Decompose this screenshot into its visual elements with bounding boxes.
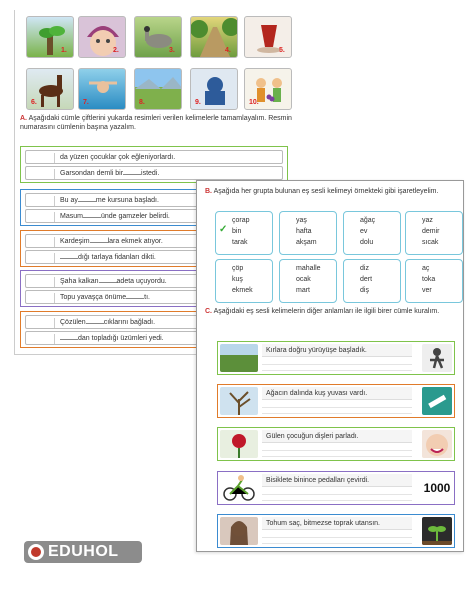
section-a-text: Aşağıdaki cümle çiftlerini yukarda resimleri verilen kelimelerle tamamlayalım. Resmin numarasını cümlenin başına yazalım.: [20, 115, 292, 131]
word: sıcak: [422, 239, 439, 246]
example-sentence: Ağacın dalında kuş yuvası vardı.: [262, 387, 412, 400]
thumb-number: 10.: [249, 99, 259, 106]
writing-lines[interactable]: [262, 402, 412, 414]
word: diz: [360, 265, 369, 272]
blank: [126, 298, 144, 299]
picture-strip: [20, 16, 290, 112]
word: yaş: [296, 217, 307, 224]
word: dolu: [360, 239, 374, 246]
sentence-row-4: [217, 471, 455, 505]
section-b-label: B.: [205, 188, 212, 195]
blank: [83, 217, 101, 218]
thumb-sprout: [26, 16, 74, 58]
image-syringe: [422, 387, 452, 415]
image-tree: [220, 387, 258, 415]
thumb-number: 3.: [169, 47, 175, 54]
thumb-number: 1.: [61, 47, 67, 54]
writing-lines[interactable]: [262, 445, 412, 457]
section-c-text: Aşağıdaki eş sesli kelimelerin diğer anlamları ile ilgili birer cümle kuralım.: [213, 308, 440, 315]
sentence-text: lara ekmek atıyor.: [107, 238, 163, 245]
sentence-row-3: [217, 427, 455, 461]
blank: [123, 174, 141, 175]
thumb-number: 4.: [225, 47, 231, 54]
sentence-text: dığı tarlaya fidanları dikti.: [78, 254, 156, 261]
sentence-text: Bu ay: [60, 197, 78, 204]
word-group-2[interactable]: [279, 211, 337, 255]
check-mark-icon: ✓: [219, 224, 228, 235]
writing-lines[interactable]: [262, 532, 412, 544]
word: ağaç: [360, 217, 376, 224]
word-group-6[interactable]: [279, 259, 337, 303]
word-group-5[interactable]: [215, 259, 273, 303]
sentence-text: Garsondan demli bir: [60, 170, 124, 177]
thumb-number: 8.: [139, 99, 145, 106]
example-sentence: Kırlara doğru yürüyüşe başladık.: [262, 344, 412, 357]
image-rose: [220, 430, 258, 458]
section-a-instruction: [20, 114, 292, 132]
sentence-pair-1: [20, 146, 288, 183]
section-b-text: Aşağıda her grupta bulunan eş sesli kelimeyi örnekteki gibi işaretleyelim.: [213, 188, 439, 195]
image-cyclist: [220, 474, 258, 502]
image-number: [422, 474, 452, 502]
word-group-3[interactable]: [343, 211, 401, 255]
word: bin: [232, 228, 242, 235]
thumb-ice-hockey: [190, 68, 238, 110]
word: hafta: [296, 228, 312, 235]
word: çöp: [232, 265, 244, 272]
example-sentence: Gülen çocuğun dişleri parladı.: [262, 430, 412, 443]
sentence-text: Çözülen: [60, 319, 86, 326]
word: dert: [360, 276, 373, 283]
blank: [60, 339, 78, 340]
logo-text: EDUHOL: [48, 543, 119, 560]
sentence-text: Şaha kalkan: [60, 278, 99, 285]
word-group-1[interactable]: [215, 211, 273, 255]
blank: [90, 242, 108, 243]
example-sentence: Bisiklete binince pedalları çevirdi.: [262, 474, 412, 487]
word: ekmek: [232, 287, 253, 294]
word: tarak: [232, 239, 248, 246]
word: diş: [360, 287, 369, 294]
writing-lines[interactable]: [262, 489, 412, 501]
blank: [99, 282, 117, 283]
word: akşam: [296, 239, 317, 246]
image-walker: [422, 344, 452, 372]
thumb-horse: [26, 68, 74, 110]
sentence-row-2: [217, 384, 455, 418]
sentence-text: cıklarını bağladı.: [103, 319, 156, 326]
sentence-text: me kursuna başladı.: [95, 197, 159, 204]
word: ocak: [296, 276, 311, 283]
thumb-number: 2.: [113, 47, 119, 54]
word: toka: [422, 276, 436, 283]
image-hair: [220, 517, 258, 545]
word: mahalle: [296, 265, 321, 272]
word-group-4[interactable]: [405, 211, 463, 255]
image-field: [220, 344, 258, 372]
section-a-label: A.: [20, 115, 27, 122]
section-c-label: C.: [205, 308, 212, 315]
logo-ring-icon: [28, 544, 44, 560]
thumb-number: 5.: [279, 47, 285, 54]
thumb-tea: [244, 16, 292, 58]
word-group-8[interactable]: [405, 259, 463, 303]
sentence-text: Topu yavaşça önüme: [60, 294, 127, 301]
thumb-number: 6.: [31, 99, 37, 106]
word: aç: [422, 265, 430, 272]
word: çorap: [232, 217, 250, 224]
word: ev: [360, 228, 368, 235]
thumb-road: [190, 16, 238, 58]
blank: [78, 201, 96, 202]
section-c-instruction: [205, 307, 455, 316]
thumb-baby: [78, 16, 126, 58]
blank: [60, 258, 78, 259]
sentence-text: Masum: [60, 213, 83, 220]
word-group-7[interactable]: [343, 259, 401, 303]
number-label: 1000: [423, 481, 451, 495]
section-b-instruction: [205, 187, 455, 196]
thumb-swimmer: [78, 68, 126, 110]
worksheet-page-2: [196, 180, 464, 552]
thumb-goose: [134, 16, 182, 58]
sentence-text: adeta uçuyordu.: [116, 278, 167, 285]
eduhol-logo: [24, 541, 142, 563]
sentence-text: Kardeşim: [60, 238, 90, 245]
thumb-number: 7.: [83, 99, 89, 106]
example-sentence: Tohum saç, bitmezse toprak utansın.: [262, 517, 412, 530]
sentence-text: da yüzen çocuklar çok eğleniyorlardı.: [60, 154, 176, 161]
thumb-number: 9.: [195, 99, 201, 106]
sentence-text: dan topladığı üzümleri yedi.: [78, 335, 164, 342]
thumb-landscape: [134, 68, 182, 110]
word: demir: [422, 228, 440, 235]
sentence-text: tı.: [144, 294, 150, 301]
sentence-text: ünde gamzeler belirdi.: [100, 213, 170, 220]
word: ver: [422, 287, 432, 294]
image-seedling: [422, 517, 452, 545]
blank: [86, 323, 104, 324]
thumb-kids-grapes: [244, 68, 292, 110]
writing-lines[interactable]: [262, 359, 412, 371]
word: mart: [296, 287, 310, 294]
fill-line[interactable]: [25, 150, 283, 164]
sentence-row-1: [217, 341, 455, 375]
image-baby: [422, 430, 452, 458]
word: yaz: [422, 217, 433, 224]
fill-line[interactable]: [25, 166, 283, 180]
sentence-text: istedi.: [141, 170, 160, 177]
word: kuş: [232, 276, 243, 283]
sentence-row-5: [217, 514, 455, 548]
